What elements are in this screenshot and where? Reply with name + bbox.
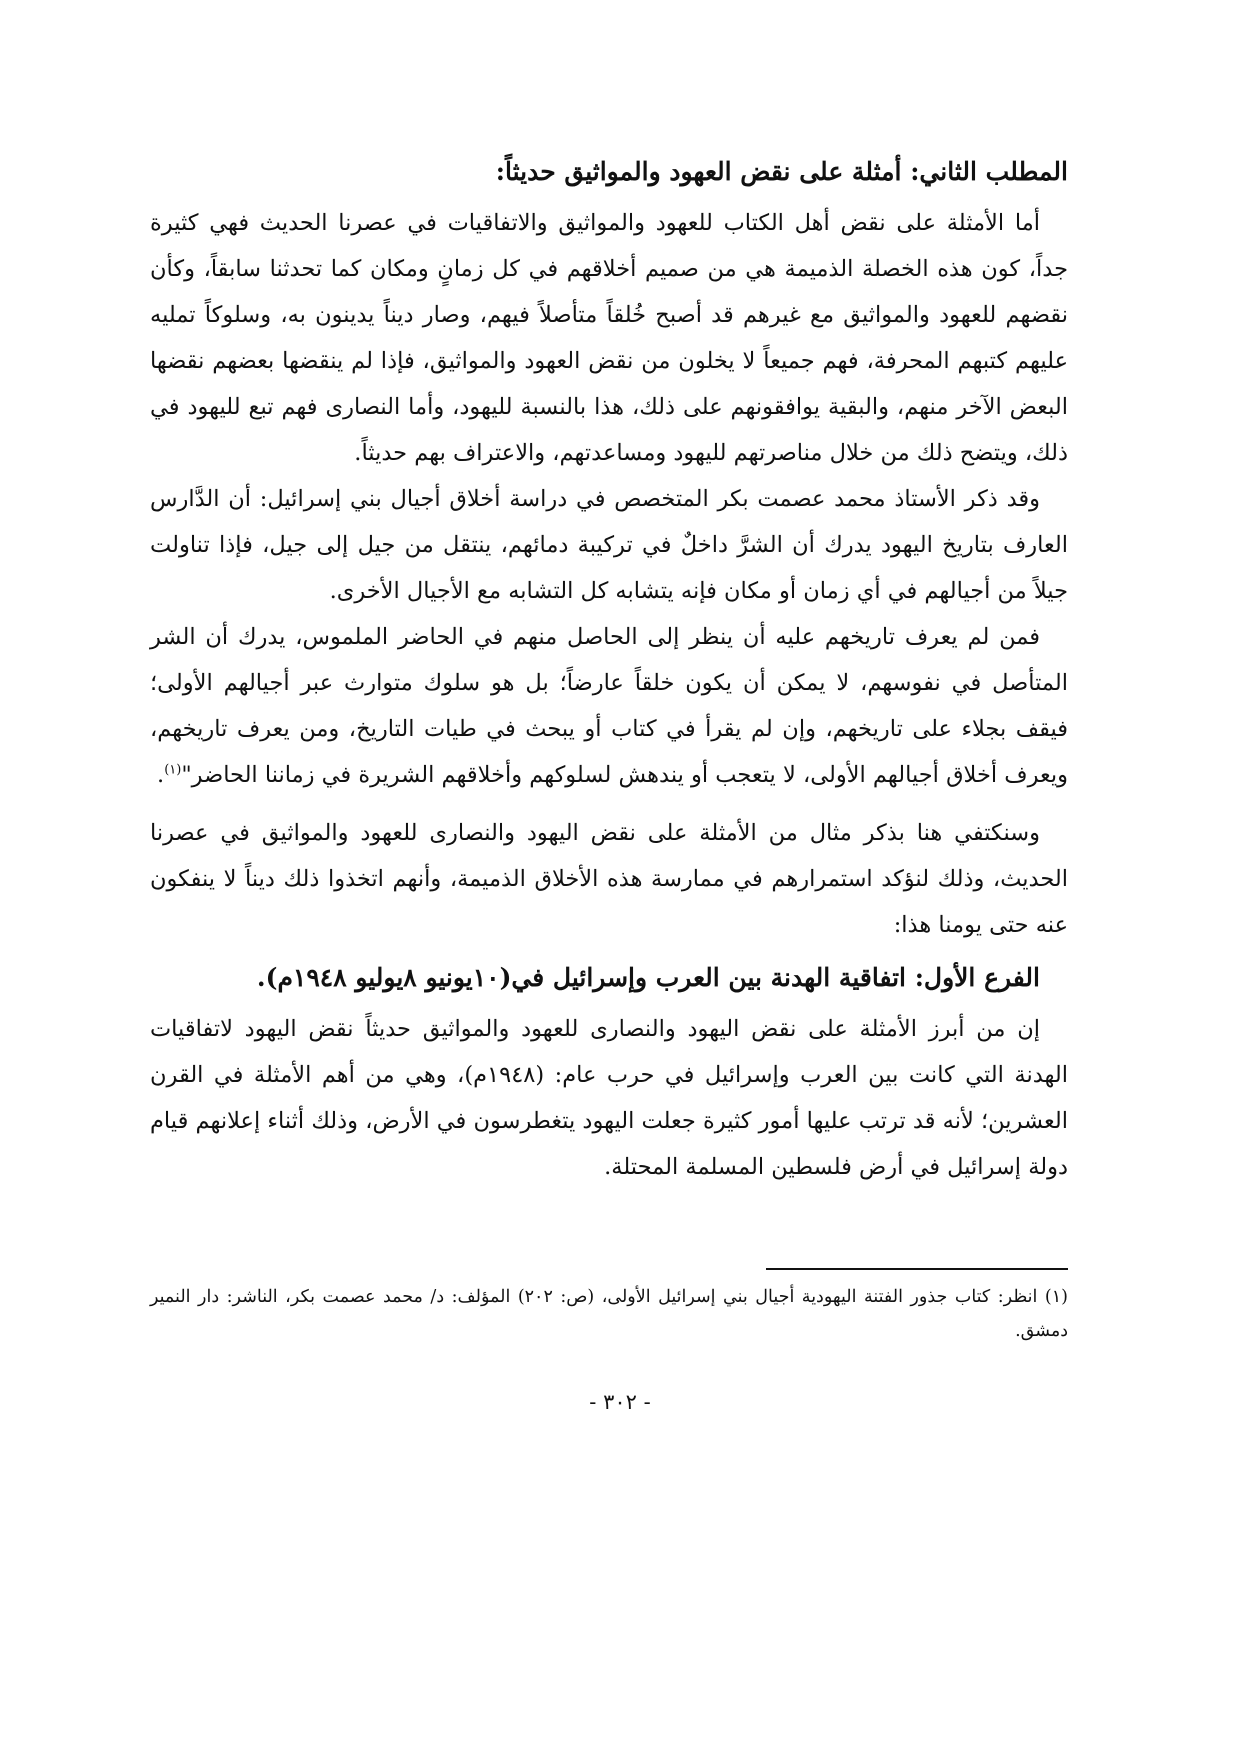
- footnote-divider: [766, 1268, 1068, 1270]
- paragraph-3: [150, 614, 1068, 798]
- paragraph-2: وقد ذكر الأستاذ محمد عصمت بكر المتخصص في دراسة أخلاق أجيال بني إسرائيل: أن الدَّارس العارف بتاريخ اليهود يدرك أن الشرَّ داخلٌ في تركيبة دمائهم، ينتقل من جيل إلى جيل، فإذا تناولت جيلاً من أجيالهم في أي زمان أو مكان فإنه يتشابه كل التشابه مع الأجيال الأخرى.: [150, 486, 1068, 604]
- paragraph-3-end: .: [157, 762, 165, 788]
- page-number: - ٣٠٢ -: [589, 1390, 651, 1414]
- footnote-marker[interactable]: (١): [164, 762, 182, 778]
- paragraph-3-text: فمن لم يعرف تاريخهم عليه أن ينظر إلى الحاصل منهم في الحاضر الملموس، يدرك أن الشر المتأصل في نفوسهم، لا يمكن أن يكون خلقاً عارضاً؛ بل هو سلوك متوارث عبر أجيالهم الأولى؛ فيقف بجلاء على تاريخهم، وإن لم يقرأ في كتاب أو يبحث في طيات التاريخ، ومن يعرف تاريخهم، ويعرف أخلاق أجيالهم الأولى، لا يتعجب أو يندهش لسلوكهم وأخلاقهم الشريرة في زماننا الحاضر": [150, 624, 1068, 788]
- footnote-1: (١) انظر: كتاب جذور الفتنة اليهودية أجيال بني إسرائيل الأولى، (ص: ٢٠٢) المؤلف: د/ محمد عصمت بكر، الناشر: دار النمير دمشق.: [150, 1287, 1068, 1341]
- page-body: [150, 150, 1068, 1190]
- paragraph-spacer: [150, 798, 1068, 810]
- branch-heading: الفرع الأول: اتفاقية الهدنة بين العرب وإسرائيل في(١٠يونيو ٨يوليو ١٩٤٨م).: [256, 963, 1040, 992]
- section-heading: المطلب الثاني: أمثلة على نقض العهود والمواثيق حديثاً:: [495, 157, 1068, 186]
- paragraph-4: وسنكتفي هنا بذكر مثال من الأمثلة على نقض اليهود والنصارى للعهود والمواثيق في عصرنا الحديث، وذلك لنؤكد استمرارهم في ممارسة هذه الأخلاق الذميمة، وأنهم اتخذوا ذلك ديناً لا ينفكون عنه حتى يومنا هذا:: [150, 820, 1068, 938]
- footnote-section: [150, 1280, 1068, 1348]
- paragraph-1: أما الأمثلة على نقض أهل الكتاب للعهود والمواثيق والاتفاقيات في عصرنا الحديث فهي كثيرة جداً، كون هذه الخصلة الذميمة هي من صميم أخلاقهم في كل زمانٍ ومكان كما تحدثنا سابقاً، وكأن نقضهم للعهود والمواثيق مع غيرهم قد أصبح خُلقاً متأصلاً فيهم، وصار ديناً يدينون به، وسلوكاً تمليه عليهم كتبهم المحرفة، فهم جميعاً لا يخلون من نقض العهود والمواثيق، فإذا لم ينقضها بعضهم نقضها البعض الآخر منهم، والبقية يوافقونهم على ذلك، هذا بالنسبة لليهود، وأما النصارى فهم تبع لليهود في ذلك، ويتضح ذلك من خلال مناصرتهم لليهود ومساعدتهم، والاعتراف بهم حديثاً.: [150, 210, 1068, 466]
- branch-paragraph: إن من أبرز الأمثلة على نقض اليهود والنصارى للعهود والمواثيق حديثاً نقض اليهود لاتفاقيات الهدنة التي كانت بين العرب وإسرائيل في حرب عام: (١٩٤٨م)، وهي من أهم الأمثلة في القرن العشرين؛ لأنه قد ترتب عليها أمور كثيرة جعلت اليهود يتغطرسون في الأرض، وذلك أثناء إعلانهم قيام دولة إسرائيل في أرض فلسطين المسلمة المحتلة.: [150, 1016, 1068, 1180]
